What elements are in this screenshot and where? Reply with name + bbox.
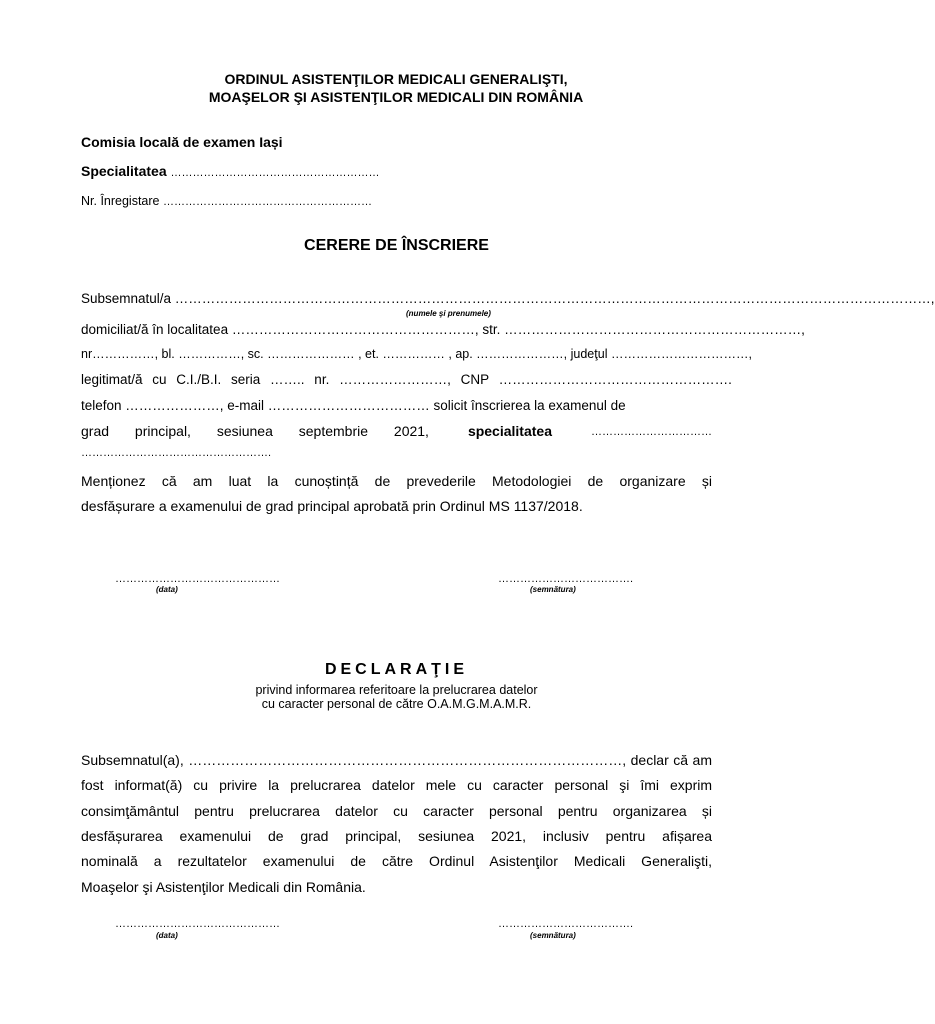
session-text: grad principal, sesiunea septembrie 2021, [81,423,429,439]
org-title-line1: ORDINUL ASISTENŢILOR MEDICALI GENERALIŞTI, [224,71,568,87]
date-label-2: (data) [156,931,178,940]
name-hint: (numele şi prenumele) [406,309,491,318]
request-line-address: domiciliat/ă în localitatea ………………………………………………, str. …………………………………………………………, [81,322,805,337]
request-line-session [81,423,712,439]
request-line-contact: telefon …………………, e-mail ……………………………… solicit înscrierea la examenul de [81,398,626,413]
declaration-line-3: consimţământul pentru prelucrarea datelor cu caracter personal pentru organizarea și [81,803,712,819]
signature-field-1[interactable]: ………………………………. [498,573,634,585]
org-title-line2: MOAŞELOR ŞI ASISTENŢILOR MEDICALI DIN ROMÂNIA [208,89,584,105]
declaration-line-1: Subsemnatul(a), …………………………………………………………………………………, declar că am [81,752,712,768]
request-line-id: legitimat/ă cu C.I./B.I. seria …….. nr. ……………………, CNP ……………………………………………. [81,372,732,387]
specialty-inline-field[interactable]: …………………………… [591,426,712,438]
date-field-2[interactable]: ……………………………………… [115,918,280,930]
request-title: CERERE DE ÎNSCRIERE [304,237,489,254]
specialty-field[interactable]: ………………………………………………… [170,167,380,179]
signature-label-1: (semnătura) [530,585,576,594]
specialty-continuation-field[interactable]: ……………………………………………. [81,447,272,459]
commission-label: Comisia locală de examen Iași [81,134,283,150]
declaration-line-6: Moaşelor şi Asistenţilor Medicali din România. [81,879,366,895]
date-label-1: (data) [156,585,178,594]
specialty-label: Specialitatea [81,163,167,179]
specialty-row [81,163,380,179]
request-line-mention-1: Menționez că am luat la cunoștință de prevederile Metodologiei de organizare și [81,473,712,489]
signature-field-2[interactable]: ………………………………. [498,918,634,930]
declaration-line-5: nominală a rezultatelor examenului de către Ordinul Asistenţilor Medicali Generalişti, [81,853,712,869]
registration-field[interactable]: ………………………………………………… [163,196,372,208]
declaration-subtitle-1: privind informarea referitoare la prelucrarea datelor [255,683,538,697]
declaration-title: DECLARAŢIE [324,661,469,678]
declaration-line-4: desfășurarea examenului de grad principal, sesiunea 2021, inclusiv pentru afișarea [81,828,712,844]
request-line-numbers: nr……………, bl. ……………, sc. ………………… , et. …………… , ap. …………………, judeţul ……………………………, [81,347,752,361]
declaration-line-2: fost informat(ă) cu privire la prelucrarea datelor mele cu caracter personal şi îmi exprim [81,777,712,793]
registration-label: Nr. Înregistare [81,194,160,208]
registration-row [81,194,372,208]
declaration-subtitle-2: cu caracter personal de către O.A.M.G.M.A.M.R. [261,697,532,711]
signature-label-2: (semnătura) [530,931,576,940]
date-field-1[interactable]: ……………………………………… [115,573,280,585]
request-line-mention-2: desfășurare a examenului de grad principal aprobată prin Ordinul MS 1137/2018. [81,498,583,514]
request-line-name: Subsemnatul/a ……………………………………………………………………………………………………………………………………………………, [81,291,935,306]
specialty-inline-label: specialitatea [467,423,552,439]
